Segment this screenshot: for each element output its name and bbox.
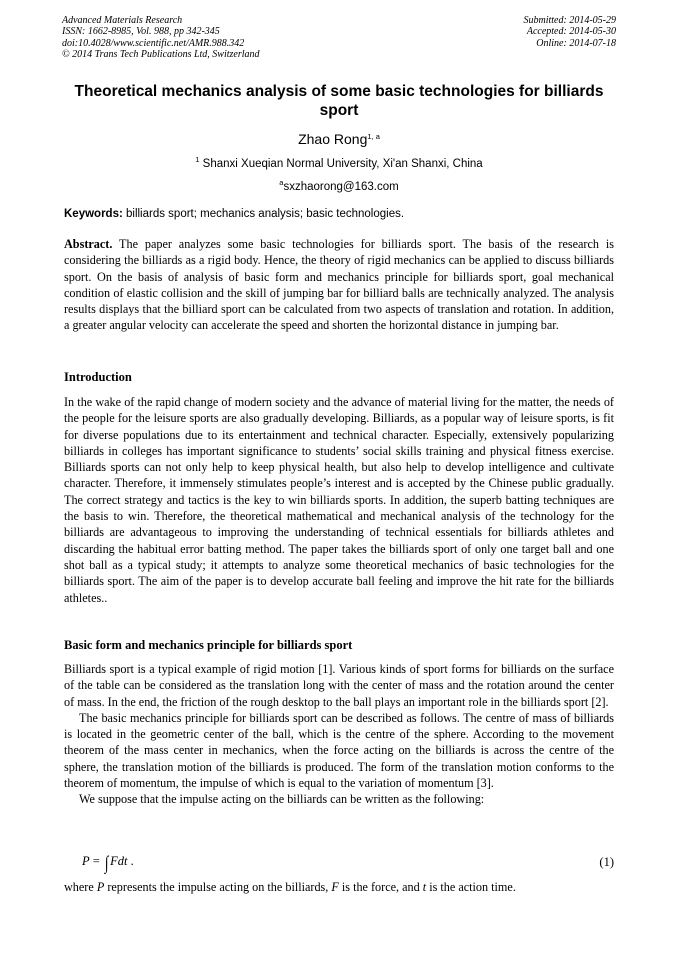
keywords-text: billiards sport; mechanics analysis; basic technologies. xyxy=(122,208,405,220)
paper-title: Theoretical mechanics analysis of some basic technologies for billiards sport xyxy=(74,83,604,119)
equation-rhs: Fdt xyxy=(110,854,128,868)
equation-body xyxy=(82,853,134,875)
submitted-date: Submitted: 2014-05-29 xyxy=(523,15,616,26)
accepted-date: Accepted: 2014-05-30 xyxy=(526,26,616,38)
equation-1 xyxy=(64,851,614,873)
basic-form-heading: Basic form and mechanics principle for billiards sport xyxy=(64,638,353,652)
where-text: is the action time. xyxy=(426,880,516,894)
basic-paragraph-3: We suppose that the impulse acting on the billiards can be written as the following: xyxy=(79,792,485,807)
introduction-section xyxy=(64,394,614,606)
affiliation-line xyxy=(0,155,678,170)
where-symbol-f: F xyxy=(331,880,339,894)
abstract-text: The paper analyzes some basic technologies for billiards sport. The basis of the research is considering the billiards as a rigid body. Hence, the theory of rigid mechanics can be applied to discuss billiards sport. On the basis of analysis of basic form and mechanics principle for billiards sport, goal mechanical condition of elastic collision and the skill of jumping bar for billiard balls are technically analyzed. The analysis results displays that the billiard sport can be calculated from two aspects of translation and rotation. In addition, a greater angular velocity can accelerate the speed and shorten the horizontal distance in jumping bar. xyxy=(64,237,614,333)
email-superscript: a xyxy=(279,178,284,187)
affiliation-text: Shanxi Xueqian Normal University, Xi'an Shanxi, China xyxy=(199,158,483,170)
introduction-text: In the wake of the rapid change of modern society and the advance of material living for the matter, the needs of the people for the leisure sports are also gradually developing. Billiards, as a popular way of leisure sports, is fit for diverse populations due to its entertainment and technical character. Especially, extensively popularizing billiards in colleges has important significance to students’ social skills training and physical fitness exercise. Billiards sports can not only help to keep physical health, but also help to develop intelligence and cultivate character. Therefore, it immensely stimulates people’s interest and is accepted by the Chinese public gradually. The correct strategy and tactics is the key to win billiards sports. In addition, the superb batting techniques are the basis to win. Therefore, the theoretical mathematical and mechanical analysis of the technology for the billiards are advantageous to improving the understanding of technical essentials for billiards athletes and discarding the habitual error batting method. The paper takes the billiards sport of only one target ball and one shot ball as a typical study; it attempts to analyze some theoretical mechanics of basic technologies for the billiards sport. The aim of the paper is to develop accurate ball feeling and improve the hit rate for the billiards athletes.. xyxy=(64,395,614,605)
where-symbol-t: t xyxy=(422,880,427,894)
where-text: is the force, and xyxy=(338,880,423,894)
where-symbol-p: P xyxy=(96,880,105,894)
author-name: Zhao Rong xyxy=(298,131,368,147)
where-text: where xyxy=(64,880,97,894)
abstract-label: Abstract. xyxy=(64,237,113,251)
equation-end: . xyxy=(127,854,134,868)
journal-issn: ISSN: 1662-8985, Vol. 988, pp 342-345 xyxy=(62,26,220,38)
keywords-line xyxy=(64,208,614,220)
online-date: Online: 2014-07-18 xyxy=(536,37,616,49)
journal-doi: doi:10.4028/www.scientific.net/AMR.988.342 xyxy=(62,37,245,49)
email-address: sxzhaorong@163.com xyxy=(283,181,399,193)
equation-lhs: P xyxy=(82,854,90,868)
keywords-label: Keywords: xyxy=(64,208,123,220)
where-text: represents the impulse acting on the billiards, xyxy=(104,880,332,894)
publication-dates xyxy=(524,15,617,49)
journal-info xyxy=(62,15,260,61)
author-line xyxy=(0,131,678,147)
basic-paragraph-1: Billiards sport is a typical example of rigid motion [1]. Various kinds of sport forms for billiards on the surface of the table can be considered as the translation long with the center of mass and the rotation around the center of mass. In the end, the friction of the rough desktop to the ball plays an important role in the billiards sport [2]. xyxy=(64,662,614,709)
where-clause xyxy=(64,879,614,895)
integral-symbol: ∫ xyxy=(104,853,109,874)
basic-paragraph-2: The basic mechanics principle for billiards sport can be described as follows. The centre of mass of billiards is located in the geometric center of the ball, which is the centre of the sphere. According to the movement theorem of the mass center in mechanics, when the force acting on the billiards is across the centre of the sphere, the translation motion of the billiards is produced. The form of the translation motion conforms to the theorem of momentum, the impulse of which is equal to the variation of momentum [3]. xyxy=(64,710,614,791)
email-line xyxy=(0,178,678,193)
introduction-heading: Introduction xyxy=(64,370,132,384)
author-superscript: 1, a xyxy=(367,132,380,141)
affiliation-superscript: 1 xyxy=(195,155,200,164)
equation-number: (1) xyxy=(599,855,614,869)
journal-name: Advanced Materials Research xyxy=(62,15,183,26)
copyright: © 2014 Trans Tech Publications Ltd, Switzerland xyxy=(62,49,260,61)
equation-equals: = xyxy=(89,854,103,868)
abstract-section xyxy=(64,236,614,334)
basic-form-section xyxy=(64,661,614,808)
